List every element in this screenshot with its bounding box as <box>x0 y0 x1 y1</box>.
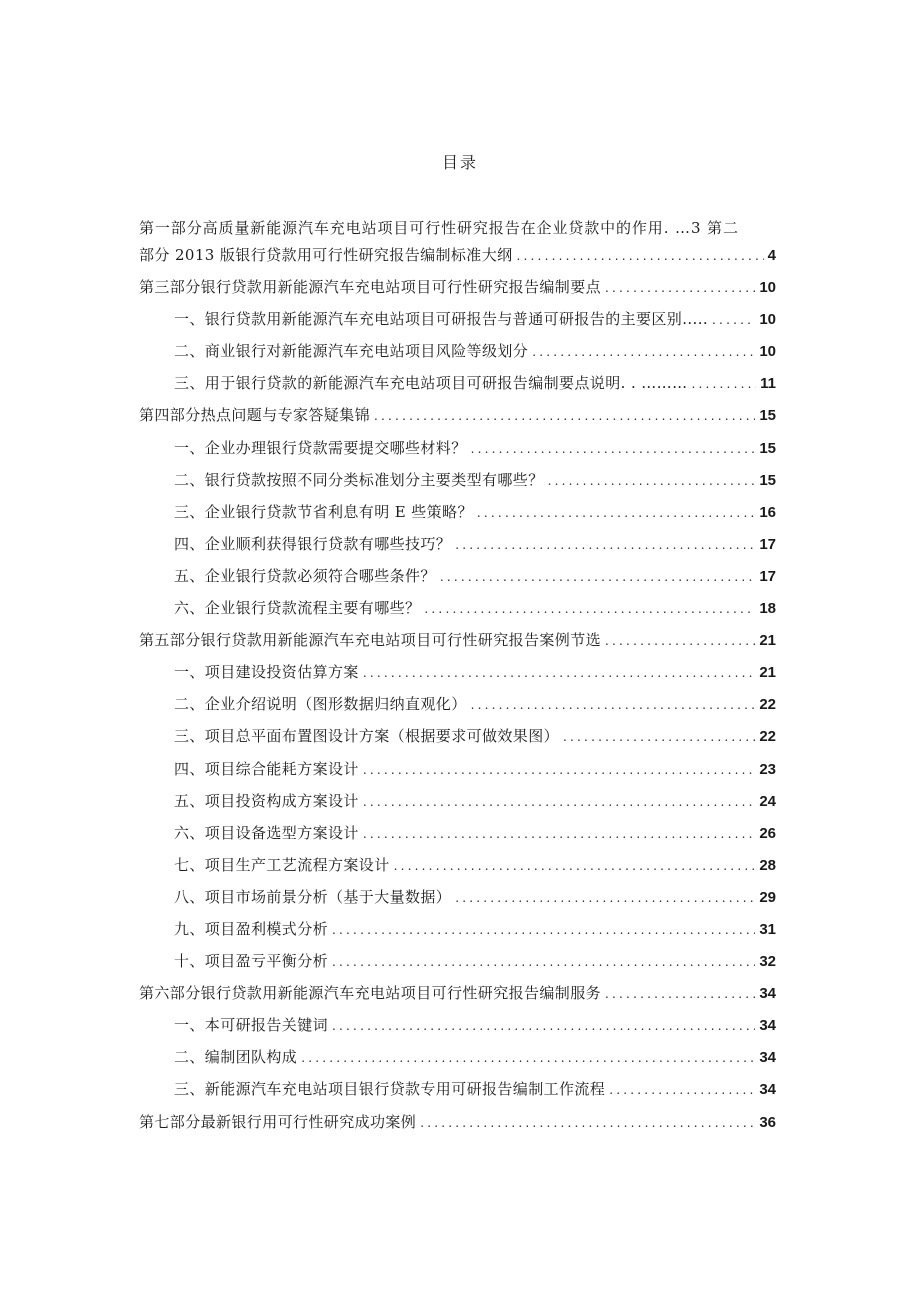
toc-subentry[interactable] <box>139 854 776 886</box>
toc-entry-page: 18 <box>759 600 776 618</box>
toc-leader-dots <box>332 1019 755 1033</box>
toc-entry-text: 第三部分银行贷款用新能源汽车充电站项目可行性研究报告编制要点 <box>139 278 602 297</box>
toc-entry[interactable] <box>139 1111 776 1143</box>
toc-entry-text: 六、企业银行贷款流程主要有哪些？ <box>174 599 421 618</box>
toc-entry-page: 15 <box>759 471 776 489</box>
toc-entry[interactable] <box>139 629 776 661</box>
toc-leader-dots <box>609 1083 755 1097</box>
toc-subentry[interactable] <box>139 1014 776 1046</box>
toc-leader-dots <box>477 506 755 520</box>
toc-entry-text: 四、项目综合能耗方案设计 <box>174 759 359 778</box>
toc-entry-page: 17 <box>759 535 776 553</box>
toc-leader-dots <box>332 923 755 937</box>
toc-entry-text: 十、项目盈亏平衡分析 <box>174 952 329 971</box>
toc-entry-text: 三、项目总平面布置图设计方案（根据要求可做效果图） <box>174 727 560 746</box>
toc-leader-dots <box>548 474 756 488</box>
toc-subentry[interactable] <box>139 340 776 372</box>
toc-leader-dots <box>363 666 756 680</box>
toc-leader-dots <box>563 730 755 744</box>
toc-intro-block <box>139 212 776 244</box>
toc-subentry[interactable] <box>139 758 776 790</box>
toc-entry-page: 22 <box>759 728 776 746</box>
toc-entry-page: 10 <box>759 343 776 361</box>
toc-leader-dots <box>332 955 755 969</box>
toc-subentry[interactable] <box>139 372 776 404</box>
toc-leader-dots <box>605 987 755 1001</box>
toc-entry-page: 22 <box>759 696 776 714</box>
toc-entry-list <box>139 276 776 1143</box>
toc-entry-text: 二、编制团队构成 <box>174 1048 298 1067</box>
page-title: 目录 <box>441 153 478 172</box>
toc-entry[interactable] <box>139 244 776 276</box>
toc-subentry[interactable] <box>139 1046 776 1078</box>
toc-entry-text: 八、项目市场前景分析（基于大量数据） <box>174 887 452 906</box>
toc-subentry[interactable] <box>139 918 776 950</box>
toc-leader-dots <box>363 763 756 777</box>
toc-entry-page: 16 <box>759 503 776 521</box>
toc-leader-dots <box>605 281 755 295</box>
toc-entry-page: 34 <box>759 985 776 1003</box>
toc-entry-page: 32 <box>759 953 776 971</box>
toc-leader-dots <box>455 538 755 552</box>
toc-leader-dots <box>301 1051 755 1065</box>
toc-entry-text: 二、企业介绍说明（图形数据归纳直观化） <box>174 695 467 714</box>
toc-leader-dots <box>691 377 756 391</box>
toc-leader-dots <box>455 891 755 905</box>
toc-leader-dots <box>471 442 756 456</box>
toc-subentry[interactable] <box>139 950 776 982</box>
toc-entry-page: 17 <box>759 567 776 585</box>
toc-entry-text: 五、企业银行贷款必须符合哪些条件？ <box>174 566 436 585</box>
toc-entry-text: 六、项目设备选型方案设计 <box>174 823 359 842</box>
toc-subentry[interactable] <box>139 597 776 629</box>
toc-entry-page: 10 <box>759 279 776 297</box>
toc-subentry[interactable] <box>139 437 776 469</box>
toc-entry-text: 第六部分银行贷款用新能源汽车充电站项目可行性研究报告编制服务 <box>139 984 602 1003</box>
toc-entry[interactable] <box>139 276 776 308</box>
toc-entry-text: 三、新能源汽车充电站项目银行贷款专用可研报告编制工作流程 <box>174 1080 606 1099</box>
toc-entry-page: 24 <box>759 792 776 810</box>
toc-entry-page: 21 <box>759 664 776 682</box>
toc-entry-text: 部分 2013 版银行贷款用可行性研究报告编制标准大纲 <box>139 246 513 264</box>
toc-leader-dots <box>532 345 755 359</box>
toc-entry-page: 10 <box>759 311 776 329</box>
toc-entry-page: 21 <box>759 632 776 650</box>
toc-entry-text: 三、用于银行贷款的新能源汽车充电站项目可研报告编制要点说明. . ……… <box>174 374 688 393</box>
toc-leader-dots <box>471 698 756 712</box>
toc-leader-dots <box>363 795 756 809</box>
toc-entry-page: 36 <box>759 1113 776 1131</box>
toc-entry-page: 34 <box>759 1017 776 1035</box>
toc-entry-page: 31 <box>759 920 776 938</box>
toc-leader-dots <box>420 1116 755 1130</box>
toc-subentry[interactable] <box>139 533 776 565</box>
toc-subentry[interactable] <box>139 725 776 757</box>
toc-leader-dots <box>517 249 764 263</box>
toc-entry-text: 一、银行贷款用新能源汽车充电站项目可研报告与普通可研报告的主要区别..... <box>174 310 709 329</box>
toc-subentry[interactable] <box>139 822 776 854</box>
toc-subentry[interactable] <box>139 469 776 501</box>
toc-entry-page: 4 <box>767 247 776 264</box>
toc-subentry[interactable] <box>139 790 776 822</box>
toc-entry-page: 15 <box>759 407 776 425</box>
toc-entry-text: 二、商业银行对新能源汽车充电站项目风险等级划分 <box>174 342 529 361</box>
toc-entry-text: 二、银行贷款按照不同分类标准划分主要类型有哪些？ <box>174 470 544 489</box>
toc-entry-page: 29 <box>759 888 776 906</box>
toc-entry-text: 第四部分热点问题与专家答疑集锦 <box>139 406 371 425</box>
toc-leader-dots <box>440 570 756 584</box>
toc-entry-text: 一、本可研报告关键词 <box>174 1016 329 1035</box>
toc-entry-text: 一、项目建设投资估算方案 <box>174 663 359 682</box>
toc-entry-text: 四、企业顺利获得银行贷款有哪些技巧？ <box>174 534 452 553</box>
toc-entry-text: 第七部分最新银行用可行性研究成功案例 <box>139 1112 417 1131</box>
toc-entry-text: 五、项目投资构成方案设计 <box>174 791 359 810</box>
toc-entry-text: 第五部分银行贷款用新能源汽车充电站项目可行性研究报告案例节选 <box>139 631 602 650</box>
toc-entry-page: 34 <box>759 1049 776 1067</box>
toc-entry-text: 一、企业办理银行贷款需要提交哪些材料？ <box>174 438 467 457</box>
toc-entry-page: 26 <box>759 824 776 842</box>
toc-subentry[interactable] <box>139 501 776 533</box>
toc-subentry[interactable] <box>139 1078 776 1110</box>
toc-leader-dots <box>424 602 755 616</box>
toc-entry-page: 15 <box>759 439 776 457</box>
toc-subentry[interactable] <box>139 886 776 918</box>
toc-leader-dots <box>394 859 756 873</box>
toc-subentry[interactable] <box>139 565 776 597</box>
toc-leader-dots <box>605 634 755 648</box>
toc-entry-text: 三、企业银行贷款节省利息有明 E 些策略？ <box>174 502 473 521</box>
toc-subentry[interactable] <box>139 693 776 725</box>
table-of-contents <box>139 212 776 1143</box>
toc-leader-dots <box>374 409 755 423</box>
toc-intro-line[interactable]: 第一部分高质量新能源汽车充电站项目可行性研究报告在企业贷款中的作用. …3 第二 <box>139 219 739 237</box>
toc-entry[interactable] <box>139 982 776 1014</box>
toc-entry-page: 11 <box>760 375 776 393</box>
toc-leader-dots <box>712 313 755 327</box>
toc-entry-text: 九、项目盈利模式分析 <box>174 919 329 938</box>
toc-entry[interactable] <box>139 404 776 436</box>
toc-subentry[interactable] <box>139 661 776 693</box>
toc-entry-page: 23 <box>759 760 776 778</box>
toc-subentry[interactable] <box>139 308 776 340</box>
toc-leader-dots <box>363 827 756 841</box>
toc-entry-text: 七、项目生产工艺流程方案设计 <box>174 855 390 874</box>
toc-entry-page: 34 <box>759 1081 776 1099</box>
toc-entry-page: 28 <box>759 856 776 874</box>
